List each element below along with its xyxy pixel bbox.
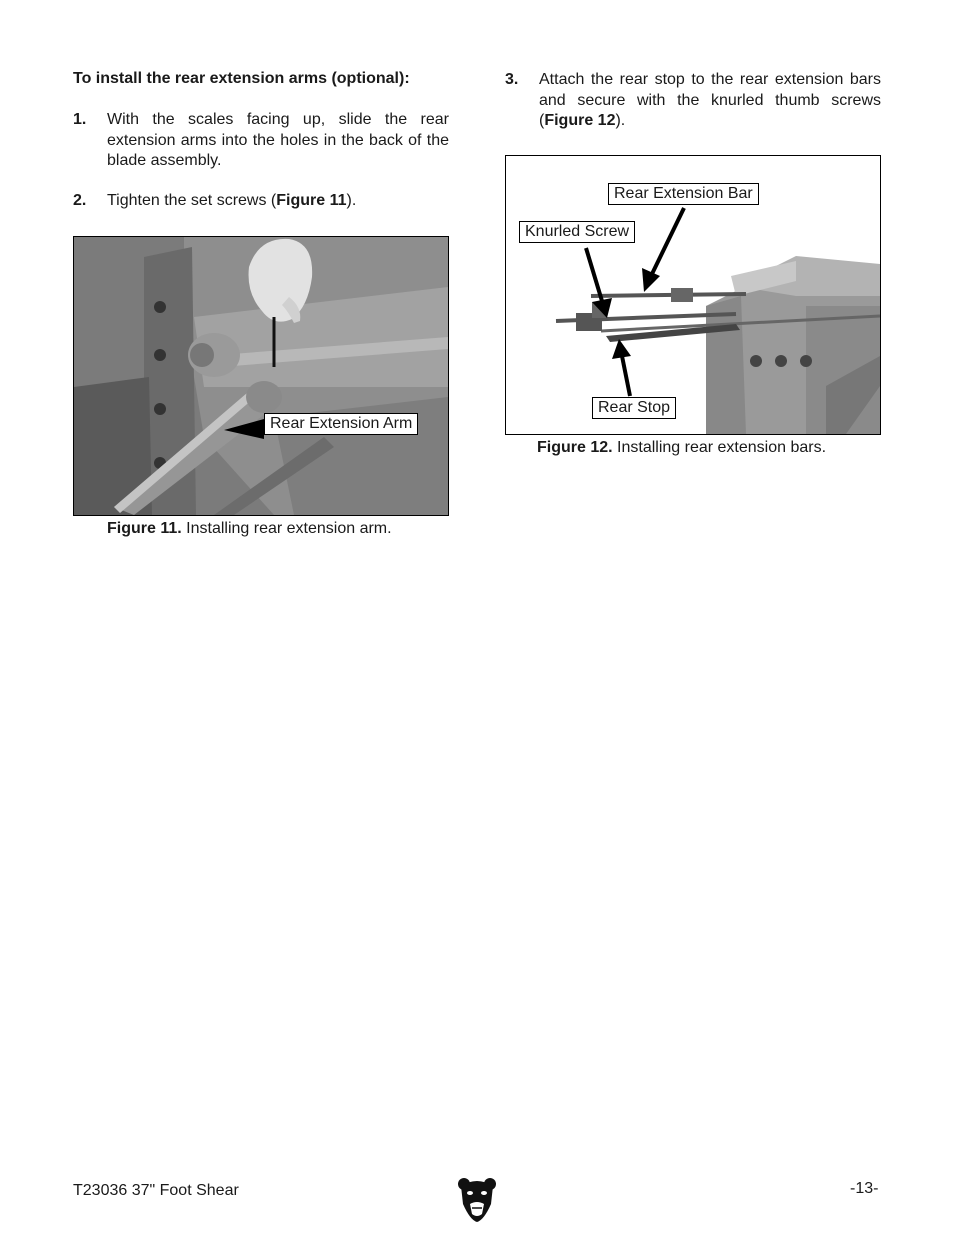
figure-reference: Figure 12 (544, 112, 616, 129)
figure-12-photo (505, 155, 881, 435)
callout-rear-extension-arm: Rear Extension Arm (264, 413, 418, 435)
caption-label: Figure 11. (107, 520, 182, 537)
figure-reference: Figure 11 (276, 192, 347, 209)
bear-logo-icon (458, 1176, 496, 1222)
figure-11-caption (107, 520, 392, 538)
step-text-part: Tighten the set screws ( (107, 192, 277, 209)
footer-model: T23036 37" Foot Shear (73, 1182, 239, 1199)
section-heading: To install the rear extension arms (optional): (73, 70, 410, 87)
step-text: With the scales facing up, slide the rear extension arms into the holes in the back of the blade assembly. (107, 111, 449, 169)
footer-page-number: -13- (850, 1180, 879, 1197)
callout-rear-stop: Rear Stop (592, 397, 676, 419)
step-1 (73, 110, 449, 172)
figure-11-illustration (74, 237, 448, 515)
step-text (539, 70, 881, 132)
step-text-part: ). (346, 192, 357, 209)
figure-11-photo (73, 236, 449, 516)
step-number: 3. (505, 71, 519, 88)
step-text-part: ). (615, 112, 626, 129)
figure-12-caption (537, 439, 826, 457)
step-text (107, 191, 449, 212)
step-text-part: Attach the rear stop to the rear extension bars and secure with the knurled thumb screws ( (539, 71, 881, 129)
callout-rear-extension-bar: Rear Extension Bar (608, 183, 759, 205)
caption-label: Figure 12. (537, 439, 613, 456)
step-number: 2. (73, 192, 87, 209)
callout-knurled-screw: Knurled Screw (519, 221, 635, 243)
step-3 (505, 70, 881, 132)
step-number: 1. (73, 111, 87, 128)
step-2 (73, 191, 449, 213)
caption-text: Installing rear extension bars. (612, 439, 827, 456)
caption-text: Installing rear extension arm. (181, 520, 392, 537)
